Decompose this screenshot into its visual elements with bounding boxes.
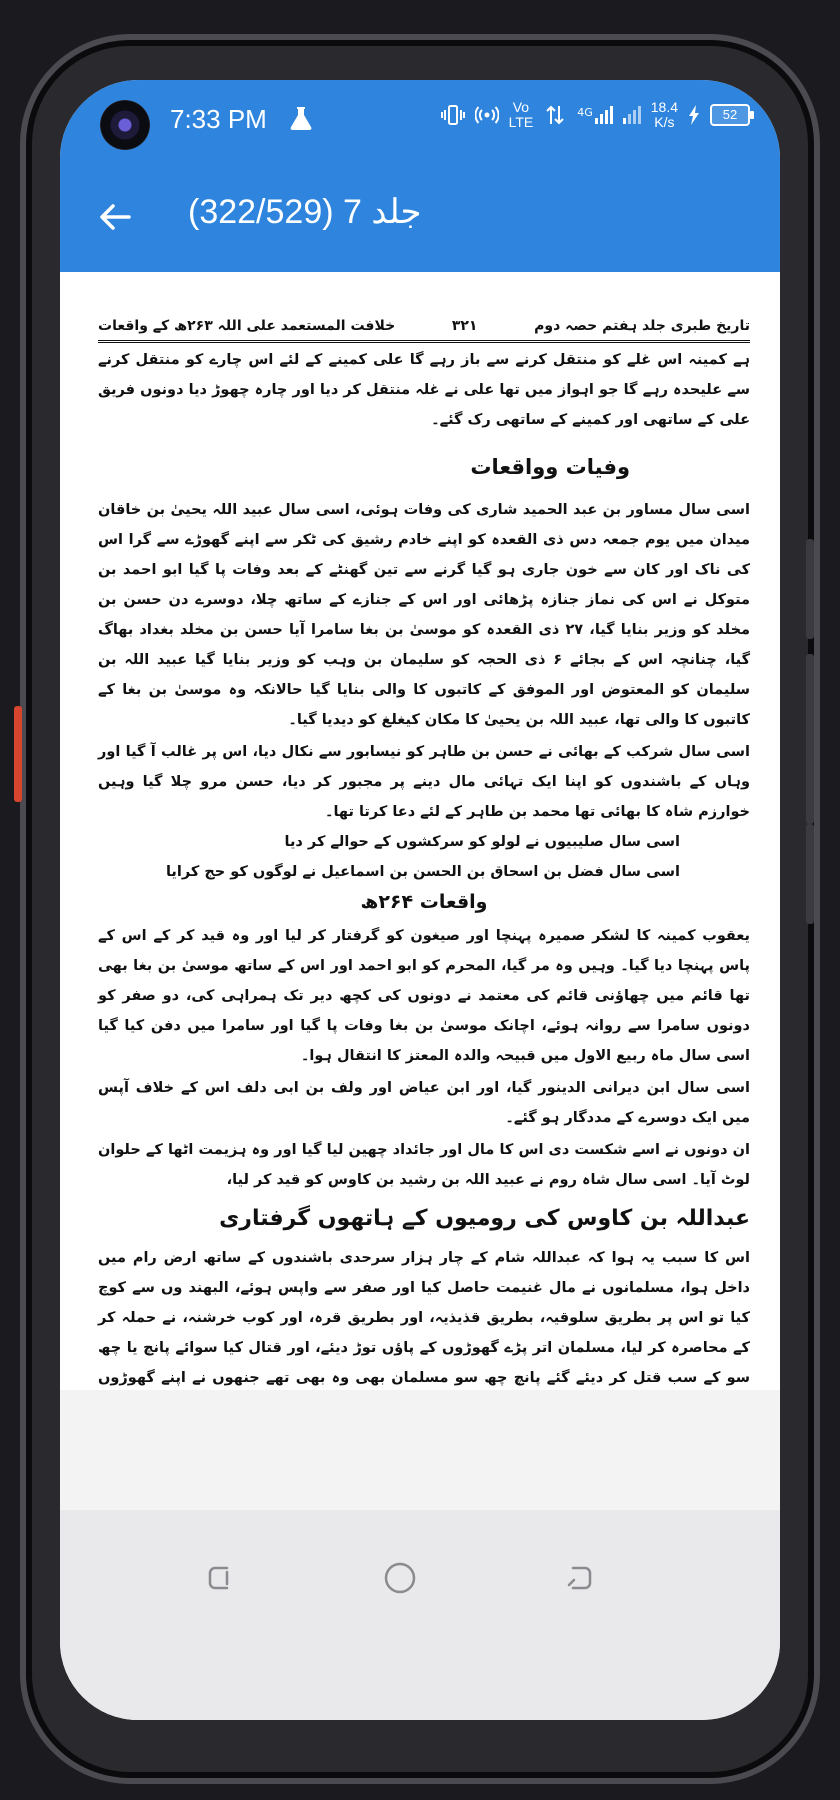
header-page-number: ۳۲۱ (451, 318, 478, 334)
status-bar (60, 80, 780, 162)
nav-bar (60, 1510, 780, 1720)
page-header (98, 318, 750, 343)
line-2: اسی سال فضل بن اسحاق بن الحسن بن اسماعیل نے لوگوں کو حج کرایا (165, 864, 680, 880)
opening-paragraph: ہے کمینہ اس غلے کو منتقل کرنے سے باز رہے گا علی کمینے کے لئے اس چارے کو منتقل کرنے سے علیحدہ رہے گا جو اہواز میں تھا علی نے غلہ منتقل کر دیا اور چارہ چھوڑ دیا دونوں فریق علی کے ساتھی اور کمینے کے ساتھی رک گئے۔ (98, 352, 750, 428)
paragraph-2: اسی سال شرکب کے بھائی نے حسن بن طاہر کو نیسابور سے نکال دیا، اس پر غالب آ گیا اور وہاں کے باشندوں کو اپنا ایک تہائی مال دینے پر مجبور کر دیا، حسن مرو چلا گیا وہیں خوارزم شاہ کا بھائی تھا محمد بن طاہر کے لئے دعا کرتا تھا۔ (98, 744, 750, 820)
paragraph-3: یعقوب کمینہ کا لشکر صمیرہ پہنچا اور صیغون کو گرفتار کر لیا اور وہ قید کر کے اس کے پاس پہنچا دیا گیا۔ وہیں وہ مر گیا، المحرم کو ابو احمد اور اس کے ساتھ موسیٰ بن بغا بھی تھا قائم میں چھاؤنی قائم کی معتمد نے دونوں کی کچھ دیر تک ہمراہی کی، دو صفر کو دونوں سامرا سے روانہ ہوئے، اچانک موسیٰ بن بغا وفات پا گیا اور سامرا میں دفن کیا گیا اسی سال ماہ ربیع الاول میں قبیحہ والدہ المعتز کا انتقال ہوا۔ (98, 928, 750, 1064)
volte-icon (509, 100, 534, 130)
system-back-button[interactable] (550, 1548, 610, 1608)
home-icon (382, 1560, 418, 1596)
charging-bolt-icon (688, 105, 700, 125)
lte-label: LTE (508, 114, 534, 130)
page-text (98, 345, 750, 1453)
heading-events-264: واقعات ۲۶۴ھ (360, 891, 488, 913)
paragraph-6: اس کا سبب یہ ہوا کہ عبداللہ شام کے چار ہزار سرحدی باشندوں کے ساتھ ارض رام میں داخل ہوا، مسلمانوں نے مال غنیمت حاصل کیا اور صفر سے واپس ہوئے، البھند وں سے کوچ کیا تو اس پر بطریق سلوقیہ، بطریق قذیذیہ، اور بطریق قرہ، اور کوب خرشنہ، نے حملہ کر کے محاصرہ کر لیا، مسلمان اتر پڑے گھوڑوں کے پاؤں توڑ دیئے، اور قتال کیا سوائے پانچ یا چھ سو کے سب قتل کر دیئے گئے پانچ چھ سو مسلمان بھی وہ بھی تھے جنھوں نے اپنے گھوڑوں (98, 1250, 750, 1386)
heading-deaths-events: وفیات وواقعات (470, 455, 630, 479)
header-book-title: تاریخ طبری جلد ہفتم حصہ دوم (534, 318, 750, 334)
power-button (806, 824, 814, 924)
volte-label: Vo (512, 99, 530, 115)
recent-apps-button[interactable] (190, 1548, 250, 1608)
volume-up-button (806, 539, 814, 639)
document-page[interactable] (60, 272, 780, 1390)
line-1: اسی سال صلیبیوں نے لولو کو سرکشوں کے حوالے کر دیا (284, 834, 680, 850)
app-bar (60, 162, 780, 272)
net-speed-value: 18.4 (650, 99, 678, 115)
back-icon (563, 1561, 597, 1595)
signal-icon (623, 106, 641, 124)
viewer-background (60, 1390, 780, 1510)
status-icons (441, 100, 750, 130)
hotspot-icon (475, 104, 499, 126)
heading-capture: عبداللہ بن کاوس کی رومیوں کے ہاتھوں گرفتاری (219, 1206, 750, 1231)
signal-4g-icon (577, 106, 613, 124)
paragraph-1: اسی سال مساور بن عبد الحمید شاری کی وفات ہوئی، اسی سال عبید اللہ یحییٰ بن خاقان میدان میں یوم جمعہ دس ذی القعدہ کو اپنے خادم رشیق کی ٹکر سے اپنے گھوڑے سے گرا اس کی ناک اور کان سے خون جاری ہو گیا گرنے سے تین گھنٹے کے بعد وفات پا گیا ابو احمد بن متوکل نے اس کی نماز جنازہ پڑھائی اور اس کے جنازے کے ساتھ چلا، دوسرے دن حسن بن مخلد کو وزیر بنایا گیا، ۲۷ ذی القعدہ کو موسیٰ بن بغا سامرا آیا حسن بن مخلد بغداد بھاگ گیا، چنانچہ اس کے بجائے ۶ ذی الحجہ کو سلیمان بن وہب کو وزیر بنایا گیا عبید اللہ بن سلیمان کو المعتوض اور الموفق کے کاتبوں کا والی بنایا گیا حالانکہ وہ موسیٰ بن بغا کے کاتبوں کا والی تھا، عبید اللہ بن یحییٰ کا مکان کیغلغ کو دیدیا گیا۔ (98, 502, 750, 728)
header-chapter-title: خلافت المستعمد علی اللہ ۲۶۳ھ کے واقعات (98, 318, 396, 334)
back-button[interactable] (84, 186, 146, 248)
page-title: جلد 7 (322/529) (188, 193, 422, 231)
network-type-label: 4G (577, 106, 593, 119)
front-camera (100, 100, 150, 150)
flask-icon (290, 106, 312, 130)
net-speed-unit: K/s (654, 114, 675, 130)
data-arrows-icon (543, 104, 567, 126)
status-time: 7:33 PM (170, 104, 267, 134)
side-accent-button (14, 706, 22, 802)
battery-icon: 52 (710, 104, 750, 126)
paragraph-4: اسی سال ابن دیرانی الدینور گیا، اور ابن عیاض اور ولف بن ابی دلف اس کے خلاف آپس میں ایک دوسرے کے مددگار ہو گئے۔ (98, 1080, 750, 1126)
home-button[interactable] (370, 1548, 430, 1608)
net-speed (651, 100, 678, 130)
recent-apps-icon (203, 1561, 237, 1595)
screen (60, 80, 780, 1720)
volume-down-button (806, 654, 814, 824)
paragraph-5: ان دونوں نے اسے شکست دی اس کا مال اور جائداد چھین لیا گیا اور وہ ہزیمت اٹھا کے حلوان لوٹ آیا۔ اسی سال شاہ روم نے عبید اللہ بن رشید بن کاوس کو قید کر لیا، (98, 1142, 750, 1188)
vibrate-icon (441, 104, 465, 126)
back-arrow-icon (97, 199, 133, 235)
